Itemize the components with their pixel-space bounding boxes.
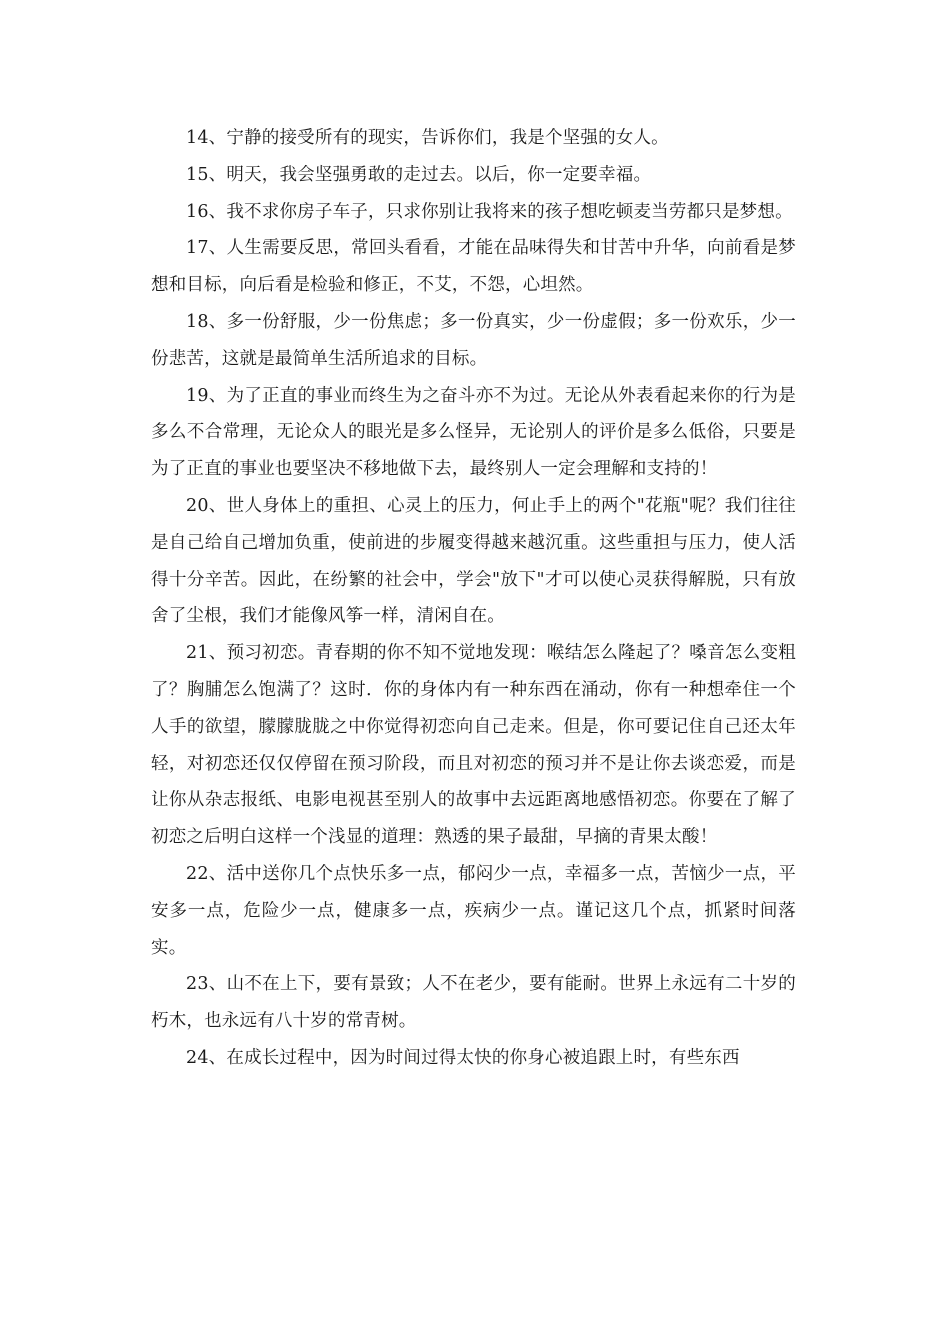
paragraph-22: 22、活中送你几个点快乐多一点，郁闷少一点，幸福多一点，苦恼少一点，平安多一点，危险少一点，健康多一点，疾病少一点。谨记这几个点，抓紧时间落实。 [151, 863, 796, 958]
paragraph-18: 18、多一份舒服，少一份焦虑；多一份真实，少一份虚假；多一份欢乐，少一份悲苦，这就是最简单生活所追求的目标。 [151, 311, 796, 369]
paragraph-15: 15、明天，我会坚强勇敢的走过去。以后，你一定要幸福。 [186, 164, 652, 185]
paragraph-24: 24、在成长过程中，因为时间过得太快的你身心被追跟上时，有些东西 [186, 1047, 740, 1068]
paragraph-21: 21、预习初恋。青春期的你不知不觉地发现：喉结怎么隆起了？嗓音怎么变粗了？胸脯怎么饱满了？这时．你的身体内有一种东西在涌动，你有一种想牵住一个人手的欲望，朦朦胧胧之中你觉得初恋向自己走来。但是，你可要记住自己还太年轻，对初恋还仅仅停留在预习阶段，而且对初恋的预习并不是让你去谈恋爱，而是让你从杂志报纸、电影电视甚至别人的故事中去远距离地感悟初恋。你要在了解了初恋之后明白这样一个浅显的道理：熟透的果子最甜，早摘的青果太酸！ [151, 643, 796, 848]
paragraph-23: 23、山不在上下，要有景致；人不在老少，要有能耐。世界上永远有二十岁的朽木，也永远有八十岁的常青树。 [151, 974, 796, 1032]
document-body [151, 120, 796, 1077]
paragraph-17: 17、人生需要反思，常回头看看，才能在品味得失和甘苦中升华，向前看是梦想和目标，向后看是检验和修正，不艾，不怨，心坦然。 [151, 238, 796, 296]
paragraph-19: 19、为了正直的事业而终生为之奋斗亦不为过。无论从外表看起来你的行为是多么不合常理，无论众人的眼光是多么怪异，无论别人的评价是多么低俗，只要是为了正直的事业也要坚决不移地做下去，最终别人一定会理解和支持的！ [151, 385, 796, 480]
paragraph-20: 20、世人身体上的重担、心灵上的压力，何止手上的两个"花瓶"呢？我们往往是自己给自己增加负重，使前进的步履变得越来越沉重。这些重担与压力，使人活得十分辛苦。因此，在纷繁的社会中，学会"放下"才可以使心灵获得解脱，只有放舍了尘根，我们才能像风筝一样，清闲自在。 [151, 495, 796, 627]
paragraph-16: 16、我不求你房子车子，只求你别让我将来的孩子想吃顿麦当劳都只是梦想。 [186, 201, 793, 222]
paragraph-14: 14、宁静的接受所有的现实，告诉你们，我是个坚强的女人。 [186, 128, 669, 148]
